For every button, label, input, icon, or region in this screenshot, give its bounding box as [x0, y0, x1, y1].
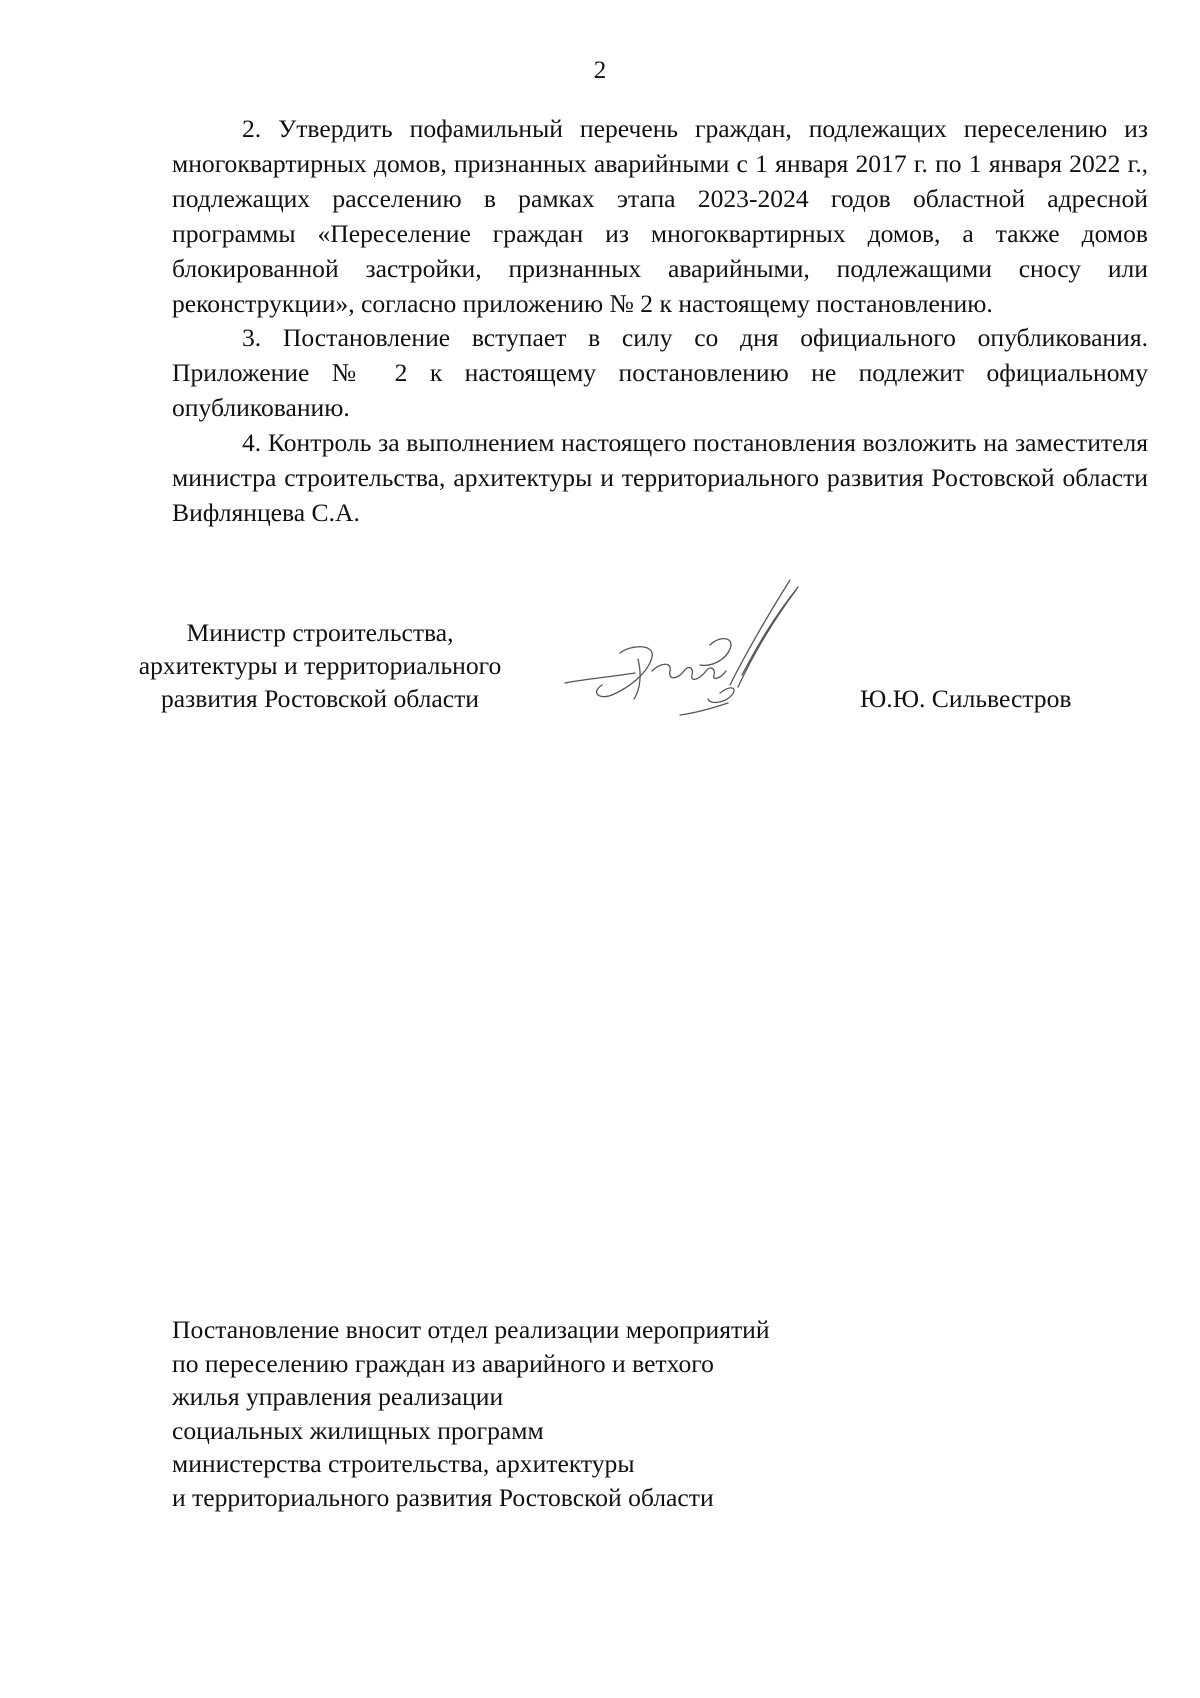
note-line: и территориального развития Ростовской области	[172, 1482, 714, 1512]
signatory-title-line: Министр строительства,	[186, 618, 454, 647]
note-line: жилья управления реализации	[172, 1382, 504, 1411]
signatory-name: Ю.Ю. Сильвестров	[860, 684, 1072, 713]
signatory-title	[100, 616, 540, 715]
paragraph-effective-date: 3. Постановление вступает в силу со дня официального опубликования. Приложение № 2 к настоящему постановлению не подлежит официальному опубликованию.	[172, 323, 1148, 423]
note-line: социальных жилищных программ	[172, 1415, 544, 1445]
note-line: министерства строительства, архитектуры	[172, 1449, 635, 1478]
prepared-by-note	[172, 1313, 932, 1514]
page-number: 2	[593, 57, 607, 84]
document-body	[172, 112, 1148, 531]
note-line: по переселению граждан из аварийного и ветхого	[172, 1348, 714, 1378]
signatory-title-line: развития Ростовской области	[160, 684, 479, 713]
signatory-title-line: архитектуры и территориального	[138, 651, 502, 680]
paragraph-approve-list: 2. Утвердить пофамильный перечень граждан, подлежащих переселению из многоквартирных домов, признанных аварийными с 1 января 2017 г. по 1 января 2022 г., подлежащих расселению в рамках этапа 2023-2024 годов областной адресной программы «Переселение граждан из многоквартирных домов, а также домов блокированной застройки, признанных аварийными, подлежащими сносу или реконструкции», согласно приложению № 2 к настоящему постановлению.	[172, 114, 1148, 318]
paragraph-control: 4. Контроль за выполнением настоящего постановления возложить на заместителя министра строительства, архитектуры и территориального развития Ростовской области Вифлянцева С.А.	[172, 428, 1148, 527]
handwritten-signature	[560, 575, 810, 735]
note-line: Постановление вносит отдел реализации мероприятий	[172, 1315, 770, 1344]
